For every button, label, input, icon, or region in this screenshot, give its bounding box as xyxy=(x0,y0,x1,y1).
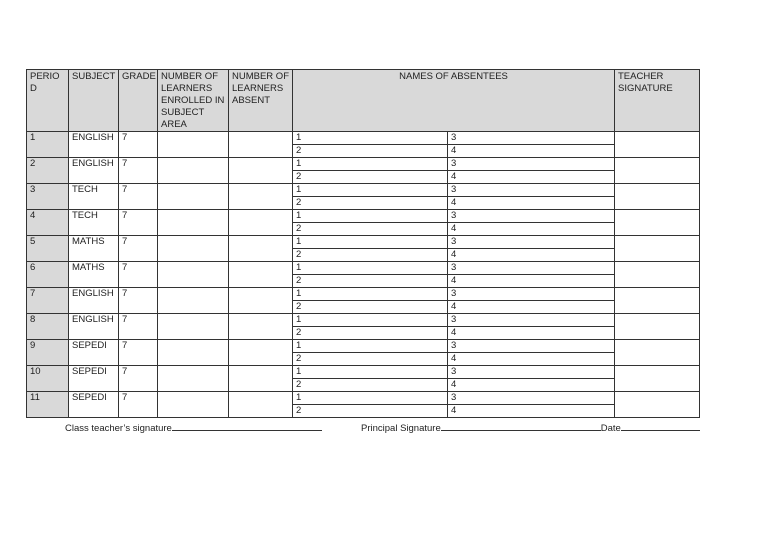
absentee-slot[interactable]: 2 xyxy=(293,275,448,288)
enrolled-cell[interactable] xyxy=(158,288,229,314)
header-absent: NUMBER OF LEARNERS ABSENT xyxy=(229,70,293,132)
absentee-slot[interactable]: 1 xyxy=(293,132,448,145)
period-row xyxy=(27,236,700,249)
subject-cell: SEPEDI xyxy=(69,340,119,366)
principal-signature-blank[interactable] xyxy=(441,421,601,431)
absentee-slot[interactable]: 2 xyxy=(293,379,448,392)
grade-cell: 7 xyxy=(119,158,158,184)
principal-signature-line xyxy=(361,421,700,434)
absentee-slot[interactable]: 1 xyxy=(293,210,448,223)
grade-cell: 7 xyxy=(119,314,158,340)
absentee-slot[interactable]: 4 xyxy=(448,327,615,340)
period-cell: 6 xyxy=(27,262,69,288)
absentee-slot[interactable]: 2 xyxy=(293,405,448,418)
period-cell: 7 xyxy=(27,288,69,314)
grade-cell: 7 xyxy=(119,262,158,288)
grade-cell: 7 xyxy=(119,340,158,366)
absentee-slot[interactable]: 4 xyxy=(448,353,615,366)
header-teacher-signature: TEACHER SIGNATURE xyxy=(615,70,700,132)
absentee-slot[interactable]: 2 xyxy=(293,171,448,184)
absentee-slot[interactable]: 3 xyxy=(448,236,615,249)
absent-count-cell[interactable] xyxy=(229,158,293,184)
grade-cell: 7 xyxy=(119,288,158,314)
teacher-signature-cell[interactable] xyxy=(615,210,700,236)
period-row xyxy=(27,184,700,197)
class-teacher-signature-line xyxy=(65,421,322,434)
absentee-slot[interactable]: 3 xyxy=(448,314,615,327)
absentee-slot[interactable]: 4 xyxy=(448,405,615,418)
absentee-slot[interactable]: 1 xyxy=(293,314,448,327)
header-names-of-absentees: NAMES OF ABSENTEES xyxy=(293,70,615,132)
enrolled-cell[interactable] xyxy=(158,340,229,366)
absent-count-cell[interactable] xyxy=(229,184,293,210)
teacher-signature-cell[interactable] xyxy=(615,392,700,418)
period-row xyxy=(27,158,700,171)
absentee-slot[interactable]: 2 xyxy=(293,353,448,366)
header-period: PERIOD xyxy=(27,70,69,132)
period-row xyxy=(27,366,700,379)
absentee-slot[interactable]: 3 xyxy=(448,158,615,171)
header-subject: SUBJECT xyxy=(69,70,119,132)
teacher-signature-cell[interactable] xyxy=(615,366,700,392)
teacher-signature-cell[interactable] xyxy=(615,262,700,288)
enrolled-cell[interactable] xyxy=(158,366,229,392)
period-cell: 2 xyxy=(27,158,69,184)
absent-count-cell[interactable] xyxy=(229,314,293,340)
teacher-signature-cell[interactable] xyxy=(615,184,700,210)
enrolled-cell[interactable] xyxy=(158,210,229,236)
absentee-slot[interactable]: 3 xyxy=(448,210,615,223)
enrolled-cell[interactable] xyxy=(158,158,229,184)
absentee-slot[interactable]: 1 xyxy=(293,184,448,197)
subject-cell: ENGLISH xyxy=(69,158,119,184)
grade-cell: 7 xyxy=(119,132,158,158)
absentee-slot[interactable]: 2 xyxy=(293,145,448,158)
absentee-slot[interactable]: 3 xyxy=(448,288,615,301)
subject-cell: ENGLISH xyxy=(69,314,119,340)
enrolled-cell[interactable] xyxy=(158,236,229,262)
period-row xyxy=(27,262,700,275)
teacher-signature-cell[interactable] xyxy=(615,236,700,262)
absentee-slot[interactable]: 4 xyxy=(448,197,615,210)
subject-cell: TECH xyxy=(69,184,119,210)
grade-cell: 7 xyxy=(119,210,158,236)
teacher-signature-cell[interactable] xyxy=(615,288,700,314)
enrolled-cell[interactable] xyxy=(158,132,229,158)
absentee-slot[interactable]: 3 xyxy=(448,366,615,379)
subject-cell: SEPEDI xyxy=(69,366,119,392)
grade-cell: 7 xyxy=(119,184,158,210)
period-cell: 1 xyxy=(27,132,69,158)
absentee-slot[interactable]: 4 xyxy=(448,145,615,158)
absentee-slot[interactable]: 3 xyxy=(448,132,615,145)
absent-count-cell[interactable] xyxy=(229,210,293,236)
absentee-slot[interactable]: 3 xyxy=(448,340,615,353)
absentee-slot[interactable]: 3 xyxy=(448,392,615,405)
subject-cell: MATHS xyxy=(69,236,119,262)
subject-cell: ENGLISH xyxy=(69,132,119,158)
absentee-slot[interactable]: 4 xyxy=(448,171,615,184)
absent-count-cell[interactable] xyxy=(229,366,293,392)
enrolled-cell[interactable] xyxy=(158,262,229,288)
period-row xyxy=(27,314,700,327)
grade-cell: 7 xyxy=(119,366,158,392)
period-row xyxy=(27,340,700,353)
absentee-slot[interactable]: 2 xyxy=(293,249,448,262)
enrolled-cell[interactable] xyxy=(158,184,229,210)
absentee-slot[interactable]: 4 xyxy=(448,223,615,236)
absentee-slot[interactable]: 1 xyxy=(293,392,448,405)
period-cell: 5 xyxy=(27,236,69,262)
period-cell: 11 xyxy=(27,392,69,418)
absent-count-cell[interactable] xyxy=(229,288,293,314)
period-cell: 10 xyxy=(27,366,69,392)
absentee-slot[interactable]: 1 xyxy=(293,366,448,379)
absentee-slot[interactable]: 4 xyxy=(448,301,615,314)
absentee-slot[interactable]: 2 xyxy=(293,197,448,210)
absentee-slot[interactable]: 1 xyxy=(293,158,448,171)
absentee-slot[interactable]: 1 xyxy=(293,340,448,353)
absentee-slot[interactable]: 4 xyxy=(448,379,615,392)
subject-cell: SEPEDI xyxy=(69,392,119,418)
absent-count-cell[interactable] xyxy=(229,236,293,262)
enrolled-cell[interactable] xyxy=(158,314,229,340)
absentee-slot[interactable]: 2 xyxy=(293,301,448,314)
period-cell: 4 xyxy=(27,210,69,236)
header-grade: GRADE xyxy=(119,70,158,132)
header-enrolled: NUMBER OF LEARNERS ENROLLED IN SUBJECT AREA xyxy=(158,70,229,132)
header-row xyxy=(27,70,700,132)
period-cell: 3 xyxy=(27,184,69,210)
absentee-slot[interactable]: 3 xyxy=(448,262,615,275)
absentee-slot[interactable]: 2 xyxy=(293,223,448,236)
subject-cell: MATHS xyxy=(69,262,119,288)
absent-count-cell[interactable] xyxy=(229,262,293,288)
principal-signature-label: Principal Signature xyxy=(361,423,441,434)
grade-cell: 7 xyxy=(119,236,158,262)
absentee-slot[interactable]: 1 xyxy=(293,236,448,249)
period-row xyxy=(27,288,700,301)
period-row xyxy=(27,392,700,405)
absentee-slot[interactable]: 2 xyxy=(293,327,448,340)
absentee-slot[interactable]: 1 xyxy=(293,288,448,301)
period-cell: 8 xyxy=(27,314,69,340)
absentee-slot[interactable]: 3 xyxy=(448,184,615,197)
teacher-signature-cell[interactable] xyxy=(615,132,700,158)
absent-count-cell[interactable] xyxy=(229,132,293,158)
class-teacher-signature-blank[interactable] xyxy=(172,421,322,431)
absent-count-cell[interactable] xyxy=(229,392,293,418)
subject-cell: TECH xyxy=(69,210,119,236)
absentee-slot[interactable]: 1 xyxy=(293,262,448,275)
class-teacher-signature-label: Class teacher’s signature xyxy=(65,423,172,434)
grade-cell: 7 xyxy=(119,392,158,418)
absentee-slot[interactable]: 4 xyxy=(448,275,615,288)
teacher-signature-cell[interactable] xyxy=(615,314,700,340)
absentee-register-table xyxy=(26,69,700,418)
subject-cell: ENGLISH xyxy=(69,288,119,314)
absent-count-cell[interactable] xyxy=(229,340,293,366)
teacher-signature-cell[interactable] xyxy=(615,340,700,366)
date-label: Date xyxy=(600,423,621,434)
period-row xyxy=(27,210,700,223)
enrolled-cell[interactable] xyxy=(158,392,229,418)
period-cell: 9 xyxy=(27,340,69,366)
date-blank[interactable] xyxy=(621,421,700,431)
teacher-signature-cell[interactable] xyxy=(615,158,700,184)
absentee-slot[interactable]: 4 xyxy=(448,249,615,262)
period-row xyxy=(27,132,700,145)
